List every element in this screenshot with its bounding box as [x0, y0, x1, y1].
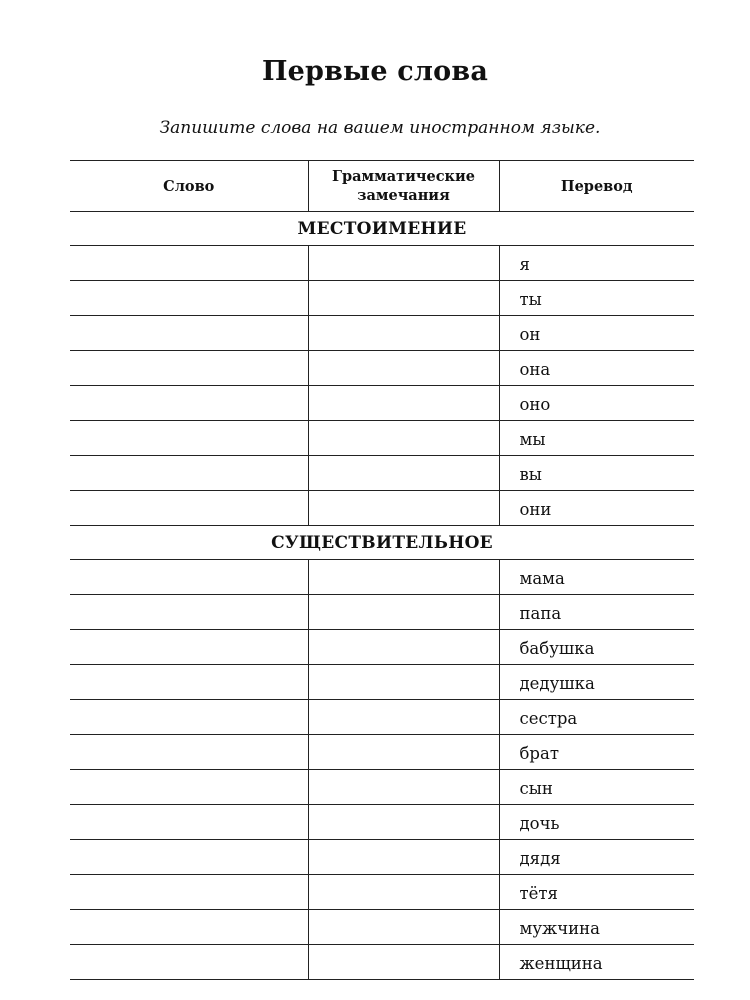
- table-row: [70, 700, 694, 735]
- table-body: [70, 212, 694, 980]
- table-row: [70, 770, 694, 805]
- translation-cell: женщина: [499, 945, 694, 980]
- translation-cell: дочь: [499, 805, 694, 840]
- table-row: [70, 560, 694, 595]
- translation-cell: тётя: [499, 875, 694, 910]
- word-blank-cell: [70, 945, 308, 980]
- table-row: [70, 351, 694, 386]
- word-blank-cell: [70, 700, 308, 735]
- grammar-blank-cell: [308, 560, 499, 595]
- grammar-blank-cell: [308, 910, 499, 945]
- word-blank-cell: [70, 246, 308, 281]
- grammar-blank-cell: [308, 421, 499, 456]
- grammar-blank-cell: [308, 246, 499, 281]
- section-header-row: [70, 212, 694, 246]
- translation-cell: брат: [499, 735, 694, 770]
- instruction-text: Запишите слова на вашем иностранном языке.: [159, 118, 601, 138]
- table-row: [70, 735, 694, 770]
- table-row: [70, 281, 694, 316]
- translation-cell: бабушка: [499, 630, 694, 665]
- grammar-blank-cell: [308, 840, 499, 875]
- word-blank-cell: [70, 351, 308, 386]
- grammar-blank-cell: [308, 945, 499, 980]
- table-row: [70, 945, 694, 980]
- table-row: [70, 630, 694, 665]
- word-blank-cell: [70, 735, 308, 770]
- vocabulary-table: [70, 160, 694, 980]
- grammar-blank-cell: [308, 386, 499, 421]
- section-title: СУЩЕСТВИТЕЛЬНОЕ: [70, 526, 694, 560]
- section-title: МЕСТОИМЕНИЕ: [70, 212, 694, 246]
- table-row: [70, 805, 694, 840]
- translation-cell: оно: [499, 386, 694, 421]
- translation-cell: мы: [499, 421, 694, 456]
- grammar-blank-cell: [308, 351, 499, 386]
- translation-cell: дядя: [499, 840, 694, 875]
- word-blank-cell: [70, 386, 308, 421]
- word-blank-cell: [70, 456, 308, 491]
- table-row: [70, 246, 694, 281]
- translation-cell: они: [499, 491, 694, 526]
- table-row: [70, 491, 694, 526]
- translation-cell: ты: [499, 281, 694, 316]
- translation-cell: дедушка: [499, 665, 694, 700]
- table-row: [70, 595, 694, 630]
- grammar-blank-cell: [308, 281, 499, 316]
- grammar-blank-cell: [308, 595, 499, 630]
- translation-cell: вы: [499, 456, 694, 491]
- word-blank-cell: [70, 840, 308, 875]
- grammar-blank-cell: [308, 805, 499, 840]
- word-blank-cell: [70, 770, 308, 805]
- word-blank-cell: [70, 805, 308, 840]
- translation-cell: мужчина: [499, 910, 694, 945]
- grammar-blank-cell: [308, 665, 499, 700]
- word-blank-cell: [70, 421, 308, 456]
- translation-cell: я: [499, 246, 694, 281]
- table-row: [70, 840, 694, 875]
- grammar-blank-cell: [308, 630, 499, 665]
- grammar-blank-cell: [308, 491, 499, 526]
- header-word: Слово: [70, 161, 308, 212]
- word-blank-cell: [70, 560, 308, 595]
- grammar-blank-cell: [308, 456, 499, 491]
- word-blank-cell: [70, 630, 308, 665]
- grammar-blank-cell: [308, 875, 499, 910]
- table-row: [70, 421, 694, 456]
- word-blank-cell: [70, 875, 308, 910]
- table-row: [70, 316, 694, 351]
- word-blank-cell: [70, 281, 308, 316]
- header-grammar-notes: Грамматические замечания: [308, 161, 499, 212]
- header-translation: Перевод: [499, 161, 694, 212]
- grammar-blank-cell: [308, 735, 499, 770]
- word-blank-cell: [70, 665, 308, 700]
- translation-cell: он: [499, 316, 694, 351]
- table-row: [70, 910, 694, 945]
- vocabulary-worksheet: [70, 160, 694, 980]
- translation-cell: сестра: [499, 700, 694, 735]
- translation-cell: папа: [499, 595, 694, 630]
- grammar-blank-cell: [308, 770, 499, 805]
- word-blank-cell: [70, 316, 308, 351]
- word-blank-cell: [70, 910, 308, 945]
- table-row: [70, 386, 694, 421]
- grammar-blank-cell: [308, 700, 499, 735]
- translation-cell: мама: [499, 560, 694, 595]
- table-header-row: [70, 161, 694, 212]
- table-row: [70, 875, 694, 910]
- word-blank-cell: [70, 491, 308, 526]
- grammar-blank-cell: [308, 316, 499, 351]
- page-title: Первые слова: [261, 56, 489, 87]
- section-header-row: [70, 526, 694, 560]
- translation-cell: она: [499, 351, 694, 386]
- table-row: [70, 665, 694, 700]
- word-blank-cell: [70, 595, 308, 630]
- translation-cell: сын: [499, 770, 694, 805]
- table-row: [70, 456, 694, 491]
